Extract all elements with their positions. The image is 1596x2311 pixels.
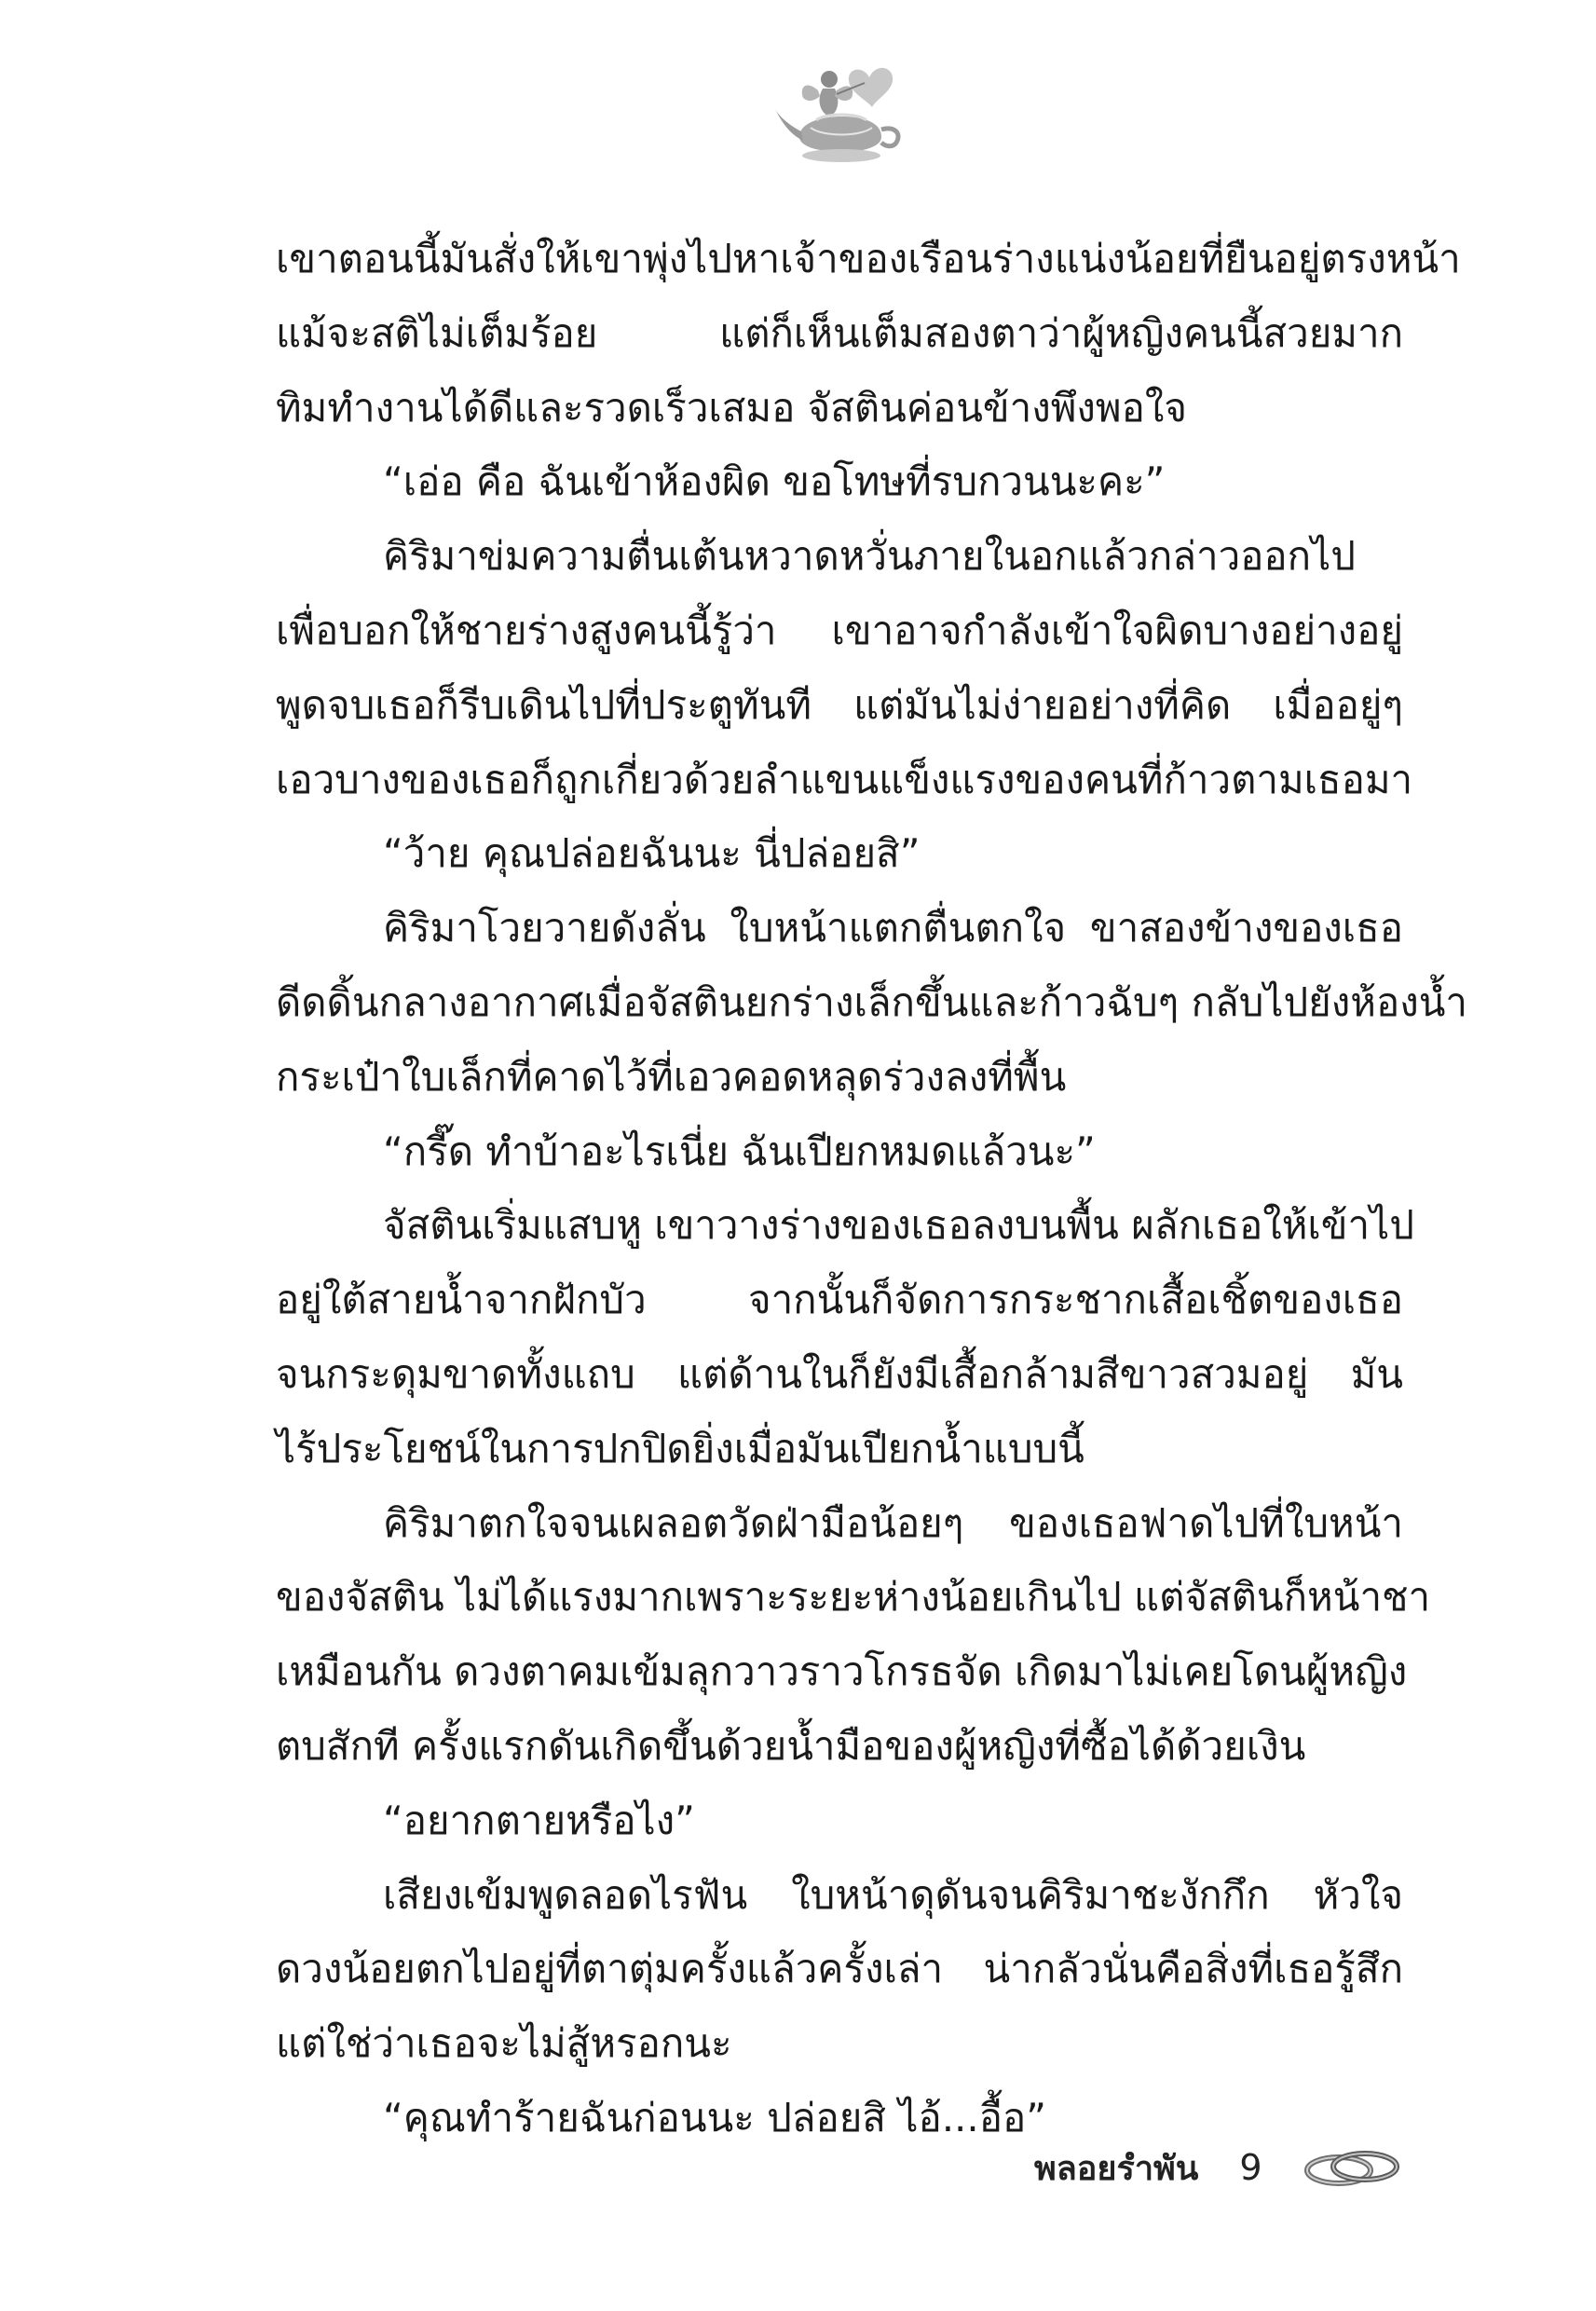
text-line: เหมือนกัน ดวงตาคมเข้มลุกวาวราวโกรธจัด เกิดมาไม่เคยโดนผู้หญิง <box>276 1648 1408 1695</box>
text-line: ดีดดิ้นกลางอากาศเมื่อจัสตินยกร่างเล็กขึ้นและก้าวฉับๆ กลับไปยังห้องน้ำ <box>276 978 1467 1025</box>
page-number: 9 <box>1239 2147 1262 2188</box>
text-line: พูดจบเธอก็รีบเดินไปที่ประตูทันที แต่มันไม่ง่ายอย่างที่คิด เมื่ออยู่ๆ <box>276 681 1403 728</box>
text-line: ดวงน้อยตกไปอยู่ที่ตาตุ่มครั้งแล้วครั้งเล่า น่ากลัวนั่นคือสิ่งที่เธอรู้สึก <box>276 1946 1403 1992</box>
dialogue-line: “ว้าย คุณปล่อยฉันนะ นี่ปล่อยสิ” <box>383 830 921 877</box>
paragraph-start-line: คิริมาข่มความตื่นเต้นหวาดหวั่นภายในอกแล้วกล่าวออกไป <box>383 533 1356 580</box>
dialogue-line: “คุณทำร้ายฉันก่อนนะ ปล่อยสิ ไอ้...อื้อ” <box>383 2094 1046 2140</box>
text-line: แม้จะสติไม่เต็มร้อย แต่ก็เห็นเต็มสองตาว่าผู้หญิงคนนี้สวยมาก <box>276 309 1403 356</box>
text-line: ของจัสติน ไม่ได้แรงมากเพราะระยะห่างน้อยเกินไป แต่จัสตินก็หน้าชา <box>276 1574 1431 1620</box>
paragraph-start-line: เสียงเข้มพูดลอดไรฟัน ใบหน้าดุดันจนคิริมาชะงักกึก หัวใจ <box>383 1871 1403 1918</box>
paragraph-start-line: คิริมาตกใจจนเผลอตวัดฝ่ามือน้อยๆ ของเธอฟาดไปที่ใบหน้า <box>383 1499 1403 1546</box>
paragraph-start-line: คิริมาโวยวายดังลั่น ใบหน้าแตกตื่นตกใจ ขาสองข้างของเธอ <box>383 905 1403 951</box>
dialogue-line: “อยากตายหรือไง” <box>383 1797 695 1843</box>
book-title: พลอยรำพัน <box>1034 2149 1199 2188</box>
text-line: ไร้ประโยชน์ในการปกปิดยิ่งเมื่อมันเปียกน้ำแบบนี้ <box>276 1425 1084 1471</box>
wedding-rings-icon <box>1300 2144 1402 2191</box>
text-line: เขาตอนนี้มันสั่งให้เขาพุ่งไปหาเจ้าของเรือนร่างแน่งน้อยที่ยืนอยู่ตรงหน้า <box>276 236 1461 281</box>
text-line: ตบสักที ครั้งแรกดันเกิดขึ้นด้วยน้ำมือของผู้หญิงที่ซื้อได้ด้วยเงิน <box>276 1722 1306 1769</box>
text-line: อยู่ใต้สายน้ำจากฝักบัว จากนั้นก็จัดการกระชากเสื้อเชิ้ตของเธอ <box>276 1277 1403 1323</box>
text-line: แต่ใช่ว่าเธอจะไม่สู้หรอกนะ <box>276 2020 732 2067</box>
dialogue-line: “เอ่อ คือ ฉันเข้าห้องผิด ขอโทษที่รบกวนนะคะ” <box>383 458 1166 505</box>
body-text <box>276 222 1467 2155</box>
text-line: เอวบางของเธอก็ถูกเกี่ยวด้วยลำแขนแข็งแรงของคนที่ก้าวตามเธอมา <box>276 756 1413 802</box>
text-line: เพื่อบอกให้ชายร่างสูงคนนี้รู้ว่า เขาอาจกำลังเข้าใจผิดบางอย่างอยู่ <box>276 607 1403 653</box>
dialogue-line: “กรี๊ด ทำบ้าอะไรเนี่ย ฉันเปียกหมดแล้วนะ” <box>383 1128 1096 1174</box>
text-line: กระเป๋าใบเล็กที่คาดไว้ที่เอวคอดหลุดร่วงลงที่พื้น <box>276 1053 1067 1100</box>
text-line: ทิมทำงานได้ดีและรวดเร็วเสมอ จัสตินค่อนข้างพึงพอใจ <box>276 384 1187 431</box>
paragraph-start-line: จัสตินเริ่มแสบหู เขาวางร่างของเธอลงบนพื้น ผลักเธอให้เข้าไป <box>383 1202 1414 1249</box>
page-footer <box>1034 2140 1402 2195</box>
text-line: จนกระดุมขาดทั้งแถบ แต่ด้านในก็ยังมีเสื้อกล้ามสีขาวสวมอยู่ มัน <box>276 1350 1403 1397</box>
teapot-cupid-ornament-icon <box>771 51 911 168</box>
